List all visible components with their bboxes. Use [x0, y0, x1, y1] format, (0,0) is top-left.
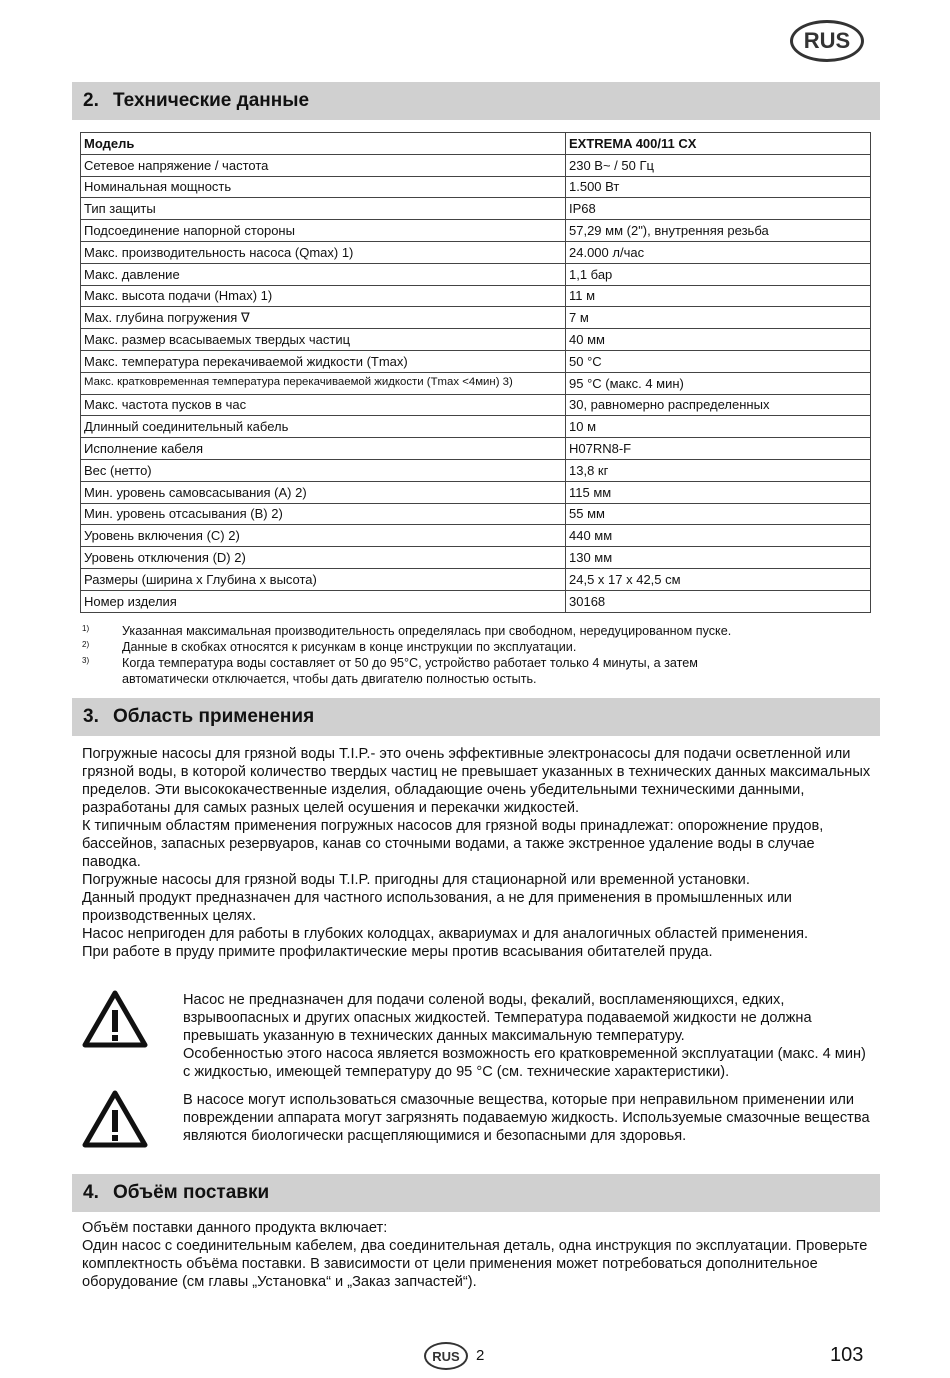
table-cell: Уровень включения (C) 2)	[81, 525, 566, 547]
table-row	[81, 459, 871, 481]
footnote-text: Указанная максимальная производительность определялась при свободном, нередуцированном пуске.	[122, 624, 732, 638]
table-cell: 24,5 x 17 x 42,5 см	[566, 568, 871, 590]
table-row	[81, 154, 871, 176]
table-cell: Вес (нетто)	[81, 459, 566, 481]
warning-triangle-icon	[82, 1090, 148, 1148]
table-row	[81, 568, 871, 590]
table-cell: Макс. высота подачи (Hmax) 1)	[81, 285, 566, 307]
table-cell: 13,8 кг	[566, 459, 871, 481]
section-number: 2.	[83, 90, 99, 111]
table-cell: Макс. кратковременная температура перекачиваемой жидкости (Tmax <4мин) 3)	[81, 372, 566, 394]
table-cell: Сетевое напряжение / частота	[81, 154, 566, 176]
paragraph: Погружные насосы для грязной воды T.I.P. пригодны для стационарной или временной установки.	[82, 872, 750, 888]
table-row	[81, 547, 871, 569]
table-cell: 57,29 мм (2"), внутренняя резьба	[566, 220, 871, 242]
section-2-heading	[72, 82, 880, 120]
footer-logo: RUS	[424, 1342, 468, 1370]
table-cell: 10 м	[566, 416, 871, 438]
paragraph: Насос не предназначен для подачи соленой воды, фекалий, воспламеняющихся, едких, взрывоопасных и других опасных жидкостей. Температура подаваемой жидкости не должна превышать указанную в технических данных максимальную температуру.	[183, 992, 812, 1044]
table-cell: Мин. уровень отсасывания (B) 2)	[81, 503, 566, 525]
section-title: Объём поставки	[113, 1182, 270, 1203]
table-header-row	[81, 133, 871, 155]
table-row	[81, 394, 871, 416]
paragraph: В насосе могут использоваться смазочные вещества, которые при неправильном применении или повреждении аппарата могут загрязнять подаваемую жидкость. Используемые смазочные вещества являются биологически расщепляющимися и безопасными для здоровья.	[183, 1092, 870, 1144]
section-4-heading	[72, 1174, 880, 1212]
table-row	[81, 198, 871, 220]
table-cell: Размеры (ширина х Глубина х высота)	[81, 568, 566, 590]
table-row	[81, 329, 871, 351]
footnote-mark: 2)	[82, 640, 90, 649]
section-number: 3.	[83, 706, 99, 727]
table-row	[81, 307, 871, 329]
paragraph: Один насос с соединительным кабелем, два соединительная деталь, одна инструкция по эксплуатации. Проверьте комплектность объёма поставки. В зависимости от цели применения может потребоваться дополнительное оборудование (см главы „Установка“ и „Заказ запчастей“).	[82, 1238, 868, 1290]
paragraph: При работе в пруду примите профилактические меры против всасывания обитателей пруда.	[82, 944, 713, 960]
table-cell: H07RN8-F	[566, 438, 871, 460]
footnote	[82, 639, 882, 655]
table-cell: Подсоединение напорной стороны	[81, 220, 566, 242]
table-row	[81, 285, 871, 307]
table-cell: 50 °C	[566, 350, 871, 372]
section-3-heading	[72, 698, 880, 736]
table-cell: 1.500 Вт	[566, 176, 871, 198]
section-4-body	[82, 1219, 872, 1291]
table-cell: Номинальная мощность	[81, 176, 566, 198]
table-cell: Макс. размер всасываемых твердых частиц	[81, 329, 566, 351]
section-title: Область применения	[113, 706, 315, 727]
table-row	[81, 481, 871, 503]
spec-table	[80, 132, 871, 613]
footnote-text: Данные в скобках относятся к рисункам в конце инструкции по эксплуатации.	[122, 640, 577, 654]
footnote	[82, 623, 882, 639]
table-cell: 24.000 л/час	[566, 241, 871, 263]
table-cell: Макс. частота пусков в час	[81, 394, 566, 416]
table-row	[81, 372, 871, 394]
paragraph: Особенностью этого насоса является возможность его кратковременной эксплуатации (макс. 4 мин) с жидкостью, имеющей температуру до 95 °C (см. технические характеристики).	[183, 1046, 866, 1080]
table-row	[81, 241, 871, 263]
table-cell: 40 мм	[566, 329, 871, 351]
table-cell: 95 °C (макс. 4 мин)	[566, 372, 871, 394]
table-cell: 230 В~ / 50 Гц	[566, 154, 871, 176]
table-cell: 7 м	[566, 307, 871, 329]
table-cell: 130 мм	[566, 547, 871, 569]
table-row	[81, 220, 871, 242]
table-row	[81, 438, 871, 460]
footnote	[82, 655, 762, 687]
table-cell: 1,1 бар	[566, 263, 871, 285]
footnote-text: Когда температура воды составляет от 50 до 95°C, устройство работает только 4 минуты, а затем автоматически отключается, чтобы дать двигателю полностью остыть.	[122, 656, 698, 686]
table-row	[81, 525, 871, 547]
page-number: 103	[830, 1344, 864, 1366]
table-cell: Max. глубина погружения ∇	[81, 307, 566, 329]
paragraph: Погружные насосы для грязной воды T.I.P.- это очень эффективные электронасосы для подачи осветленной или грязной воды, в которой количество твердых частиц не превышает указанных в технических данных максимальных пределов. Эти высококачественные изделия, обладающие очень убедительными техническими данными, разработаны для самых разных целей осушения и перекачки жидкостей.	[82, 746, 871, 816]
table-cell: Исполнение кабеля	[81, 438, 566, 460]
footnote-mark: 1)	[82, 624, 90, 633]
warning-text-2	[183, 1091, 873, 1145]
table-row	[81, 263, 871, 285]
table-cell: 30, равномерно распределенных	[566, 394, 871, 416]
table-cell: Уровень отключения (D) 2)	[81, 547, 566, 569]
table-cell: 11 м	[566, 285, 871, 307]
table-cell: 55 мм	[566, 503, 871, 525]
table-row	[81, 350, 871, 372]
table-cell: Тип защиты	[81, 198, 566, 220]
table-row	[81, 416, 871, 438]
table-cell: 30168	[566, 590, 871, 612]
table-cell: 440 мм	[566, 525, 871, 547]
table-cell: Номер изделия	[81, 590, 566, 612]
paragraph: Объём поставки данного продукта включает:	[82, 1220, 388, 1236]
table-cell: Макс. давление	[81, 263, 566, 285]
footnote-mark: 3)	[82, 656, 90, 665]
table-row	[81, 590, 871, 612]
paragraph: К типичным областям применения погружных насосов для грязной воды принадлежат: опорожнение прудов, бассейнов, запасных резервуаров, канав со сточными водами, а также экстренное удаление воды в случае паводка.	[82, 818, 824, 870]
table-cell: Длинный соединительный кабель	[81, 416, 566, 438]
table-cell: Макс. производительность насоса (Qmax) 1)	[81, 241, 566, 263]
warning-triangle-icon	[82, 990, 148, 1048]
table-cell: EXTREMA 400/11 CX	[566, 133, 871, 155]
footnotes	[82, 623, 882, 687]
language-badge: RUS	[790, 20, 864, 62]
table-cell: Модель	[81, 133, 566, 155]
section-number: 4.	[83, 1182, 99, 1203]
table-cell: 115 мм	[566, 481, 871, 503]
footer-small-number: 2	[476, 1347, 485, 1364]
section-3-body	[82, 745, 872, 961]
warning-text-1	[183, 991, 873, 1081]
paragraph: Данный продукт предназначен для частного использования, а не для применения в промышленных или производственных целях.	[82, 890, 792, 924]
table-cell: Мин. уровень самовсасывания (A) 2)	[81, 481, 566, 503]
table-cell: IP68	[566, 198, 871, 220]
table-row	[81, 176, 871, 198]
table-row	[81, 503, 871, 525]
paragraph: Насос непригоден для работы в глубоких колодцах, аквариумах и для аналогичных областей применения.	[82, 926, 809, 942]
table-cell: Макс. температура перекачиваемой жидкости (Tmax)	[81, 350, 566, 372]
section-title: Технические данные	[113, 90, 310, 111]
